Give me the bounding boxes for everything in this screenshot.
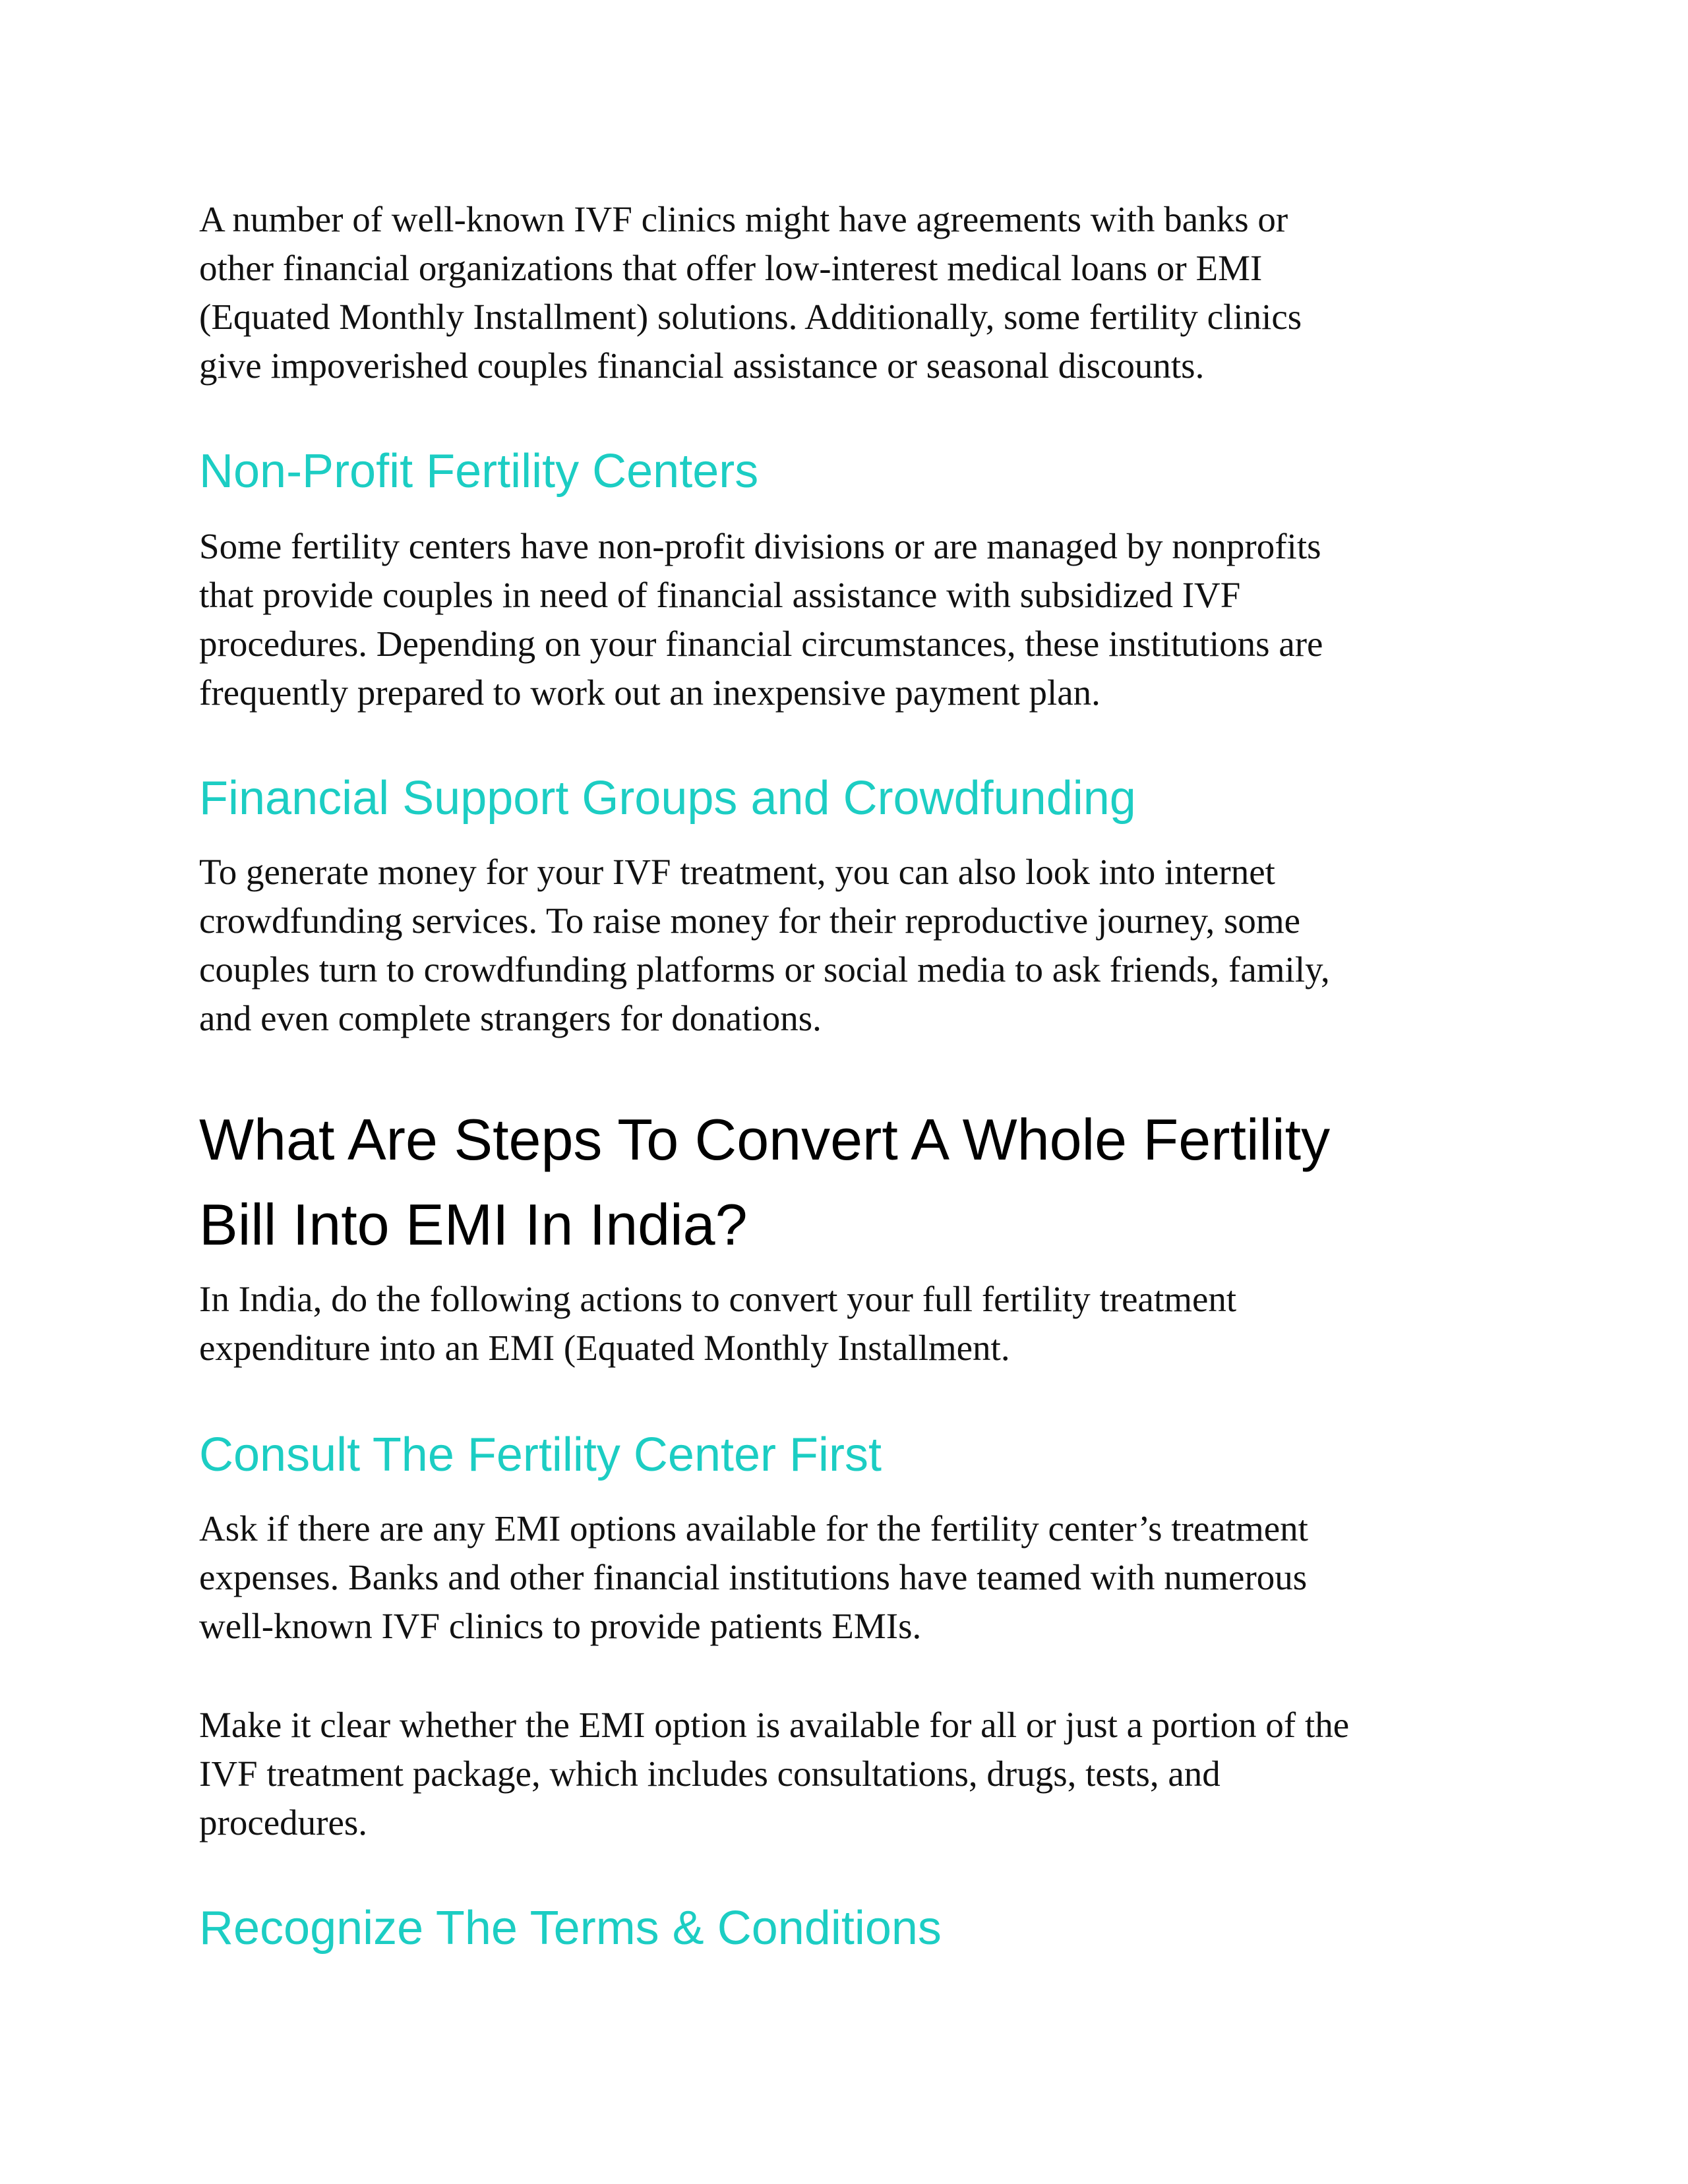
paragraph-emi-coverage [199, 1701, 1518, 1847]
text-line: other financial organizations that offer low-interest medical loans or EMI [199, 248, 1263, 288]
text-line: Some fertility centers have non-profit divisions or are managed by nonprofits [199, 526, 1321, 566]
text-line: A number of well-known IVF clinics might have agreements with banks or [199, 199, 1288, 239]
heading-line: What Are Steps To Convert A Whole Fertility [199, 1107, 1331, 1172]
paragraph-consult [199, 1504, 1518, 1651]
text-line: and even complete strangers for donations. [199, 998, 822, 1038]
heading-line: Bill Into EMI In India? [199, 1192, 748, 1257]
main-heading-emi-steps [199, 1097, 1518, 1267]
text-line: couples turn to crowdfunding platforms or social media to ask friends, family, [199, 949, 1330, 989]
text-line: well-known IVF clinics to provide patients EMIs. [199, 1606, 922, 1646]
heading-consult-center: Consult The Fertility Center First [199, 1429, 882, 1481]
heading-terms-conditions: Recognize The Terms & Conditions [199, 1902, 942, 1955]
paragraph-emi-intro [199, 1275, 1518, 1372]
heading-crowdfunding: Financial Support Groups and Crowdfunding [199, 772, 1136, 825]
text-line: To generate money for your IVF treatment, you can also look into internet [199, 852, 1275, 892]
text-line: crowdfunding services. To raise money for their reproductive journey, some [199, 900, 1301, 941]
text-line: that provide couples in need of financial assistance with subsidized IVF [199, 575, 1241, 615]
text-line: Ask if there are any EMI options available for the fertility center’s treatment [199, 1508, 1308, 1549]
text-line: give impoverished couples financial assistance or seasonal discounts. [199, 345, 1205, 386]
text-line: (Equated Monthly Installment) solutions. Additionally, some fertility clinics [199, 297, 1302, 337]
text-line: procedures. Depending on your financial circumstances, these institutions are [199, 624, 1323, 664]
text-line: IVF treatment package, which includes consultations, drugs, tests, and [199, 1754, 1221, 1794]
text-line: In India, do the following actions to convert your full fertility treatment [199, 1279, 1237, 1319]
paragraph-non-profit [199, 522, 1518, 717]
text-line: Make it clear whether the EMI option is available for all or just a portion of the [199, 1705, 1350, 1745]
paragraph-clinic-agreements [199, 195, 1518, 390]
paragraph-crowdfunding [199, 848, 1518, 1043]
text-line: frequently prepared to work out an inexpensive payment plan. [199, 672, 1100, 713]
text-line: procedures. [199, 1802, 368, 1843]
text-line: expenses. Banks and other financial institutions have teamed with numerous [199, 1557, 1308, 1597]
text-line: expenditure into an EMI (Equated Monthly Installment. [199, 1328, 1010, 1368]
heading-non-profit-centers: Non-Profit Fertility Centers [199, 445, 759, 498]
